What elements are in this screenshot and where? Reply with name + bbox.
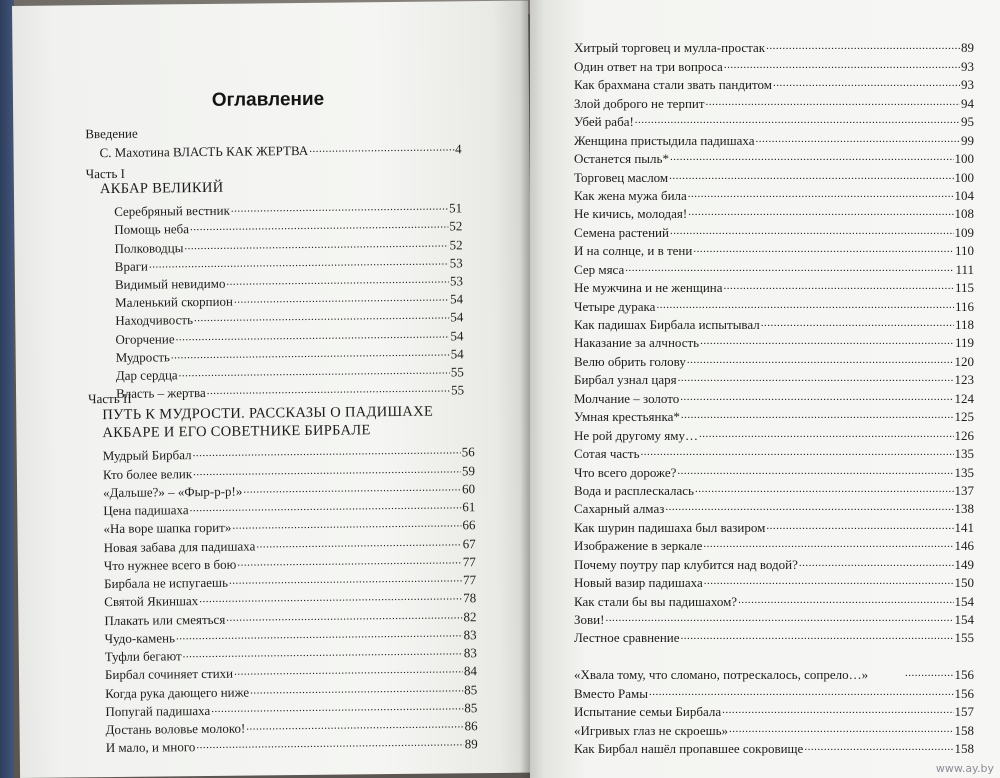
page-number: 82	[463, 608, 477, 624]
page-number: 51	[449, 200, 463, 216]
entry-title: Изображение в зеркале	[574, 538, 703, 554]
part1-label: Часть I	[85, 165, 126, 182]
toc-entry	[116, 380, 464, 402]
toc-entry	[574, 462, 974, 480]
entry-title: Не мужчина и не женщина	[574, 280, 723, 296]
entry-title: Четыре дурака	[574, 298, 656, 314]
toc-entry	[574, 278, 974, 296]
dot-leader	[199, 588, 462, 607]
entry-title: И мало, и много	[105, 739, 196, 756]
page-number: 110	[954, 243, 974, 259]
dot-leader	[678, 369, 954, 385]
page-number: 61	[462, 499, 476, 515]
page-number: 100	[954, 169, 974, 185]
entry-title: Маленький скорпион	[115, 293, 234, 311]
page-number: 77	[462, 553, 476, 570]
dot-leader	[234, 661, 463, 679]
intro-list	[99, 139, 461, 161]
page-number: 78	[463, 590, 477, 606]
page-number: 54	[450, 345, 464, 362]
page-number: 119	[954, 335, 974, 351]
toc-entry	[574, 370, 974, 388]
toc-entry	[574, 646, 974, 683]
entry-title: Цена падишаха	[103, 502, 189, 519]
page-title: Оглавление	[211, 88, 325, 111]
part1-title: АКБАР ВЕЛИКИЙ	[99, 179, 224, 198]
dot-leader	[699, 425, 953, 441]
dot-leader	[665, 498, 953, 514]
book-cover-edge	[0, 0, 14, 778]
dot-leader	[635, 111, 960, 127]
toc-entry	[574, 536, 974, 554]
part1-list	[114, 198, 464, 402]
entry-title: Наказание за алчность	[574, 335, 700, 351]
dot-leader	[605, 609, 953, 625]
page-number: 137	[954, 482, 974, 498]
dot-leader	[234, 289, 449, 307]
entry-title: Дар сердца	[115, 367, 178, 383]
toc-entry	[574, 222, 974, 240]
page-number: 53	[449, 273, 463, 289]
dot-leader	[211, 697, 463, 716]
left-page	[12, 1, 536, 778]
toc-entry	[574, 130, 974, 148]
entry-title: Женщина пристыдила падишаха	[574, 132, 755, 148]
toc-entry	[574, 702, 974, 720]
entry-title: И на солнце, и в тени	[574, 243, 693, 259]
dot-leader	[693, 240, 954, 256]
page-number: 158	[954, 722, 974, 738]
dot-leader	[207, 379, 451, 398]
entry-title: Вместо Рамы	[574, 685, 648, 701]
toc-entry	[574, 315, 974, 333]
dot-leader	[243, 478, 461, 496]
dot-leader	[704, 572, 954, 588]
dot-leader	[175, 325, 449, 344]
entry-title: Кто более велик	[102, 465, 193, 482]
dot-leader	[196, 734, 464, 753]
page-number: 156	[954, 685, 974, 701]
toc-entry	[574, 75, 974, 93]
dot-leader	[724, 277, 954, 293]
dot-leader	[688, 185, 954, 201]
dot-leader	[695, 480, 954, 496]
dot-leader	[229, 569, 462, 587]
entry-title: Почему поутру пар клубится над водой?	[574, 556, 798, 572]
dot-leader	[656, 296, 954, 312]
entry-title: Мудрость	[115, 349, 170, 365]
dot-leader	[226, 270, 449, 288]
entry-title: Как шурин падишаха был вазиром	[574, 519, 766, 535]
entry-title: Когда рука дающего ниже	[105, 684, 250, 701]
page-number: 94	[961, 95, 974, 111]
page-number: 89	[961, 40, 974, 56]
dot-leader	[799, 554, 954, 570]
toc-entry	[574, 444, 974, 462]
dot-leader	[670, 148, 954, 164]
entry-title: Достань воловье молоко!	[105, 720, 246, 738]
toc-entry	[574, 333, 974, 351]
page-number: 56	[461, 444, 475, 460]
entry-title: Что всего дороже?	[574, 464, 677, 480]
page-number: 135	[954, 446, 974, 462]
page-number: 109	[954, 224, 974, 240]
toc-entry	[574, 610, 974, 628]
dot-leader	[677, 462, 953, 478]
toc-entry	[106, 734, 478, 756]
page-number: 124	[954, 390, 974, 406]
dot-leader	[649, 683, 954, 699]
toc-entry	[574, 241, 974, 259]
page-number: 59	[461, 462, 475, 478]
page-number: 154	[954, 593, 974, 609]
entry-title: Плакать или смеяться	[104, 611, 226, 628]
entry-title: Как жена мужа била	[574, 187, 687, 203]
part2-list	[103, 442, 478, 756]
page-number: 141	[954, 519, 974, 535]
entry-title: Сер мяса	[574, 261, 625, 277]
dot-leader	[680, 388, 953, 404]
page-number: 85	[464, 699, 478, 716]
dot-leader	[189, 496, 461, 515]
entry-title: Не кичись, молодая!	[574, 206, 688, 222]
dot-leader	[804, 738, 953, 754]
watermark: www.ay.by	[935, 762, 994, 775]
dot-leader	[193, 460, 461, 479]
entry-title: Попугай падишаха	[105, 702, 211, 719]
dot-leader	[703, 535, 953, 551]
dot-leader	[231, 198, 448, 216]
page-number: 54	[450, 309, 464, 325]
page-number: 95	[961, 114, 974, 130]
toc-entry	[574, 517, 974, 535]
dot-leader	[670, 222, 954, 238]
toc-entry	[574, 259, 974, 277]
dot-leader	[724, 56, 960, 72]
page-number: 60	[461, 480, 476, 497]
toc-entry	[574, 407, 974, 425]
toc-entry	[574, 481, 974, 499]
dot-leader	[756, 130, 960, 146]
part2-title-line1: ПУТЬ К МУДРОСТИ. РАССКАЗЫ О ПАДИШАХЕ	[102, 403, 434, 424]
page-number: 86	[464, 718, 478, 734]
part2-label: Часть II	[88, 390, 132, 407]
page-number: 120	[954, 353, 974, 369]
page-number: 138	[954, 501, 974, 517]
toc-entry	[574, 93, 974, 111]
entry-title: Злой доброго не терпит	[574, 95, 705, 111]
entry-title: Убей раба!	[574, 114, 634, 130]
dot-leader	[190, 216, 448, 235]
entry-title: Сахарный алмаз	[574, 501, 665, 517]
page-number: 54	[450, 327, 464, 343]
entry-title: Что нужнее всего в бою	[103, 556, 237, 573]
dot-leader	[179, 361, 450, 380]
toc-entry	[574, 425, 974, 443]
dot-leader	[641, 443, 954, 459]
page-number: 126	[954, 427, 974, 443]
intro-label: Введение	[85, 125, 138, 142]
page-number: 123	[954, 372, 974, 388]
toc-entry	[574, 149, 974, 167]
entry-title: Находчивость	[115, 312, 194, 329]
entry-title: Молчание – золото	[574, 390, 680, 406]
page-number: 116	[954, 298, 974, 314]
page-number: 104	[954, 187, 974, 203]
page-number: 158	[954, 741, 974, 757]
dot-leader	[256, 533, 462, 551]
toc-entry	[574, 351, 974, 369]
dot-leader	[738, 591, 953, 607]
dot-leader	[700, 332, 954, 348]
entry-title: Хитрый торговец и мулла-простак	[574, 40, 766, 56]
dot-leader	[722, 701, 953, 717]
entry-title: Умная крестьянка*	[574, 409, 680, 425]
entry-title: «Дальше?» – «Фыр-р-р!»	[103, 483, 243, 500]
entry-title: Помощь неба	[114, 221, 190, 238]
entry-title: Власть – жертва	[115, 385, 206, 401]
entry-title: Не рой другому яму…	[574, 427, 699, 443]
entry-title: «Игривых глаз не скроешь»	[574, 722, 729, 738]
page-number: 89	[464, 736, 478, 752]
dot-leader	[905, 664, 954, 680]
entry-title: Как брахмана стали звать пандитом	[574, 77, 772, 93]
toc-entry	[574, 204, 974, 222]
toc-entry	[574, 499, 974, 517]
toc-entry	[574, 720, 974, 738]
toc-entry	[574, 739, 974, 757]
dot-leader	[687, 351, 954, 367]
dot-leader	[250, 679, 463, 697]
dot-leader	[183, 642, 463, 661]
page-number: 156	[954, 667, 974, 683]
page-number: 125	[954, 409, 974, 425]
entry-title: Серебряный вестник	[114, 202, 230, 220]
toc-entry	[574, 591, 974, 609]
entry-title: Как Бирбал нашёл пропавшее сокровище	[574, 741, 804, 757]
toc-entry	[574, 554, 974, 572]
page-number: 54	[450, 291, 464, 307]
entry-title: Чудо-камень	[104, 630, 176, 646]
entry-title: «На воре шапка горит»	[103, 519, 232, 537]
entry-title: Новый вазир падишаха	[574, 575, 703, 591]
page-number: 85	[464, 681, 478, 697]
page-number: 67	[462, 535, 476, 551]
toc-entry	[574, 56, 974, 74]
entry-title: Бирбал узнал царя	[574, 372, 677, 388]
dot-leader	[192, 442, 460, 461]
entry-title: Сотая часть	[574, 446, 640, 462]
dot-leader	[761, 314, 954, 330]
page-number: 52	[449, 236, 463, 252]
toc-entry	[574, 38, 974, 56]
entry-title: Останется пыль*	[574, 151, 669, 167]
toc-entry	[574, 296, 974, 314]
dot-leader	[773, 74, 960, 90]
entry-title: Испытание семьи Бирбала	[574, 704, 722, 720]
toc-entry	[574, 628, 974, 646]
page-number: 93	[961, 58, 974, 74]
page-number: 84	[463, 663, 478, 679]
right-page	[530, 0, 1000, 778]
toc-entry: С. Махотина ВЛАСТЬ КАК ЖЕРТВА ..... 4	[99, 139, 461, 161]
toc-entry	[574, 388, 974, 406]
page-number: 108	[954, 206, 974, 222]
dot-leader	[194, 307, 449, 326]
entry-title: Святой Якиншах	[104, 593, 199, 610]
entry-title: Враги	[114, 258, 149, 274]
dot-leader	[681, 627, 954, 643]
dot-leader	[232, 515, 461, 533]
entry-title: Зови!	[574, 612, 605, 627]
dot-leader	[681, 406, 954, 422]
entry-title: Бирбал сочиняет стихи	[104, 665, 234, 683]
dot-leader	[766, 37, 960, 53]
entry-title: Один ответ на три вопроса	[574, 58, 723, 74]
page-number: 55	[450, 364, 464, 380]
page-number: 157	[954, 704, 974, 720]
dot-leader	[729, 720, 953, 736]
page-number: 100	[954, 151, 974, 167]
dot-leader	[669, 167, 953, 183]
page-number: 83	[463, 626, 477, 643]
part2-title-line2: АКБАРЕ И ЕГО СОВЕТНИКЕ БИРБАЛЕ	[102, 422, 371, 442]
entry-title: Как стали бы вы падишахом?	[574, 593, 738, 609]
entry-title: Полководцы	[114, 239, 184, 256]
dot-leader	[246, 715, 463, 733]
dot-leader	[149, 252, 449, 271]
entry-title: Вода и расплескалась	[574, 482, 694, 498]
dot-leader	[184, 234, 448, 253]
toc-entry	[574, 573, 974, 591]
entry-title: Лестное сравнение	[574, 630, 680, 646]
entry-title: Семена растений	[574, 224, 669, 240]
dot-leader	[171, 343, 450, 362]
dot-leader	[688, 203, 953, 219]
page-number: 66	[462, 517, 476, 533]
page-number: 154	[954, 612, 974, 627]
dot-leader	[766, 517, 953, 533]
entry-title: Туфли бегают	[104, 648, 182, 665]
page-number: 135	[954, 464, 974, 480]
dot-leader	[226, 606, 462, 624]
dot-leader	[176, 624, 463, 643]
page-number: 52	[449, 218, 463, 234]
entry-title: Как падишах Бирбала испытывал	[574, 317, 760, 332]
page-number: 53	[449, 255, 463, 271]
page-number: 55	[450, 382, 465, 398]
toc-entry	[574, 683, 974, 701]
dot-leader	[625, 259, 954, 275]
right-toc-list	[574, 38, 974, 757]
page-number: 155	[954, 630, 974, 646]
entry-title: «Хвала тому, что сломано, потрескалось, сопрело…»	[574, 667, 869, 683]
page-number: 118	[954, 317, 974, 332]
page-number: 93	[961, 77, 974, 93]
page-number: 99	[961, 132, 974, 148]
page-number: 146	[954, 538, 974, 554]
entry-title: Огорчение	[115, 330, 175, 347]
dot-leader	[706, 93, 960, 109]
page-number: 115	[954, 280, 974, 296]
toc-entry	[574, 186, 974, 204]
toc-entry	[574, 167, 974, 185]
entry-title: Новая забава для падишаха	[103, 537, 256, 555]
page-number: 77	[462, 572, 477, 588]
toc-entry	[574, 112, 974, 130]
entry-title: Велю обрить голову	[574, 353, 686, 369]
page-number: 149	[954, 556, 974, 572]
entry-title: Торговец маслом	[574, 169, 669, 185]
page-number: 111	[955, 261, 974, 277]
entry-title: Мудрый Бирбал	[102, 447, 192, 464]
page-number: 83	[463, 645, 477, 661]
entry-title: Бирбала не испугаешь	[103, 574, 229, 592]
entry-title: Видимый невидимо	[114, 275, 226, 292]
dot-leader	[237, 551, 462, 569]
page-number: 150	[954, 575, 974, 591]
